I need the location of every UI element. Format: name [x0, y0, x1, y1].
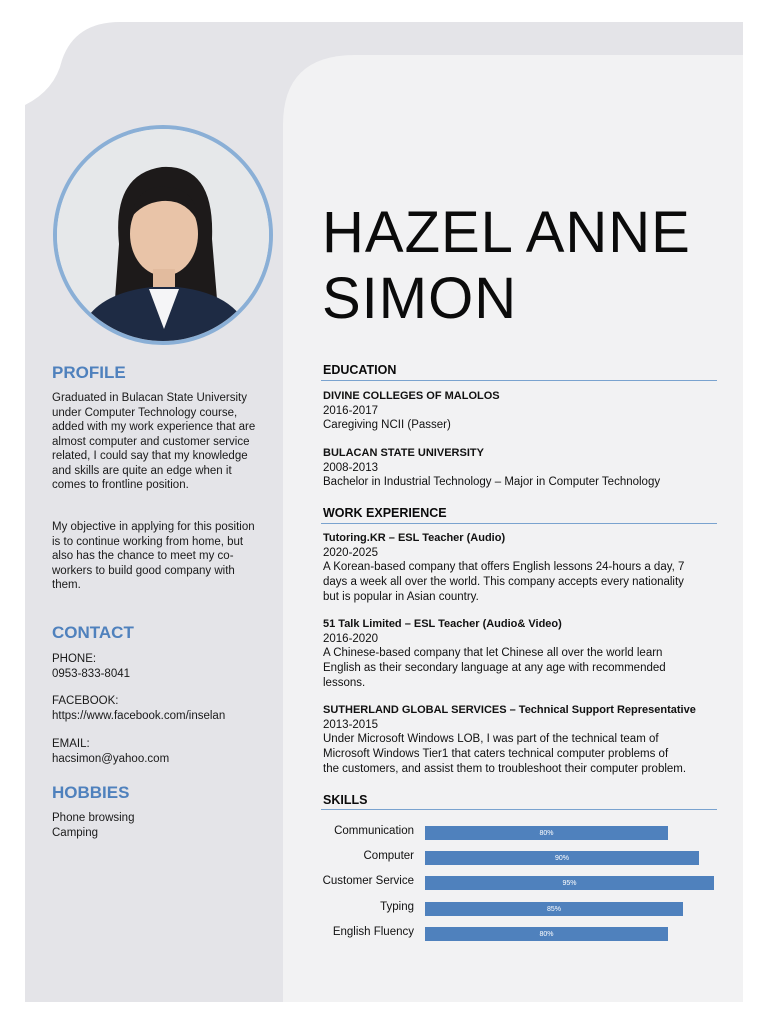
job-description: but is popular in Asian country.	[323, 591, 479, 603]
facebook-link[interactable]: https://www.facebook.com/inselan	[52, 710, 226, 722]
avatar	[57, 129, 269, 341]
job-title: SUTHERLAND GLOBAL SERVICES – Technical Support Representative	[323, 704, 696, 716]
name-line-1: HAZEL ANNE	[322, 200, 691, 265]
job-description: English as their secondary language at any age with recommended	[323, 662, 666, 674]
skill-label: Customer Service	[322, 875, 414, 887]
work-divider	[321, 523, 717, 524]
skill-percent: 95%	[562, 879, 577, 887]
education-school: BULACAN STATE UNIVERSITY	[323, 447, 484, 459]
skill-label: Computer	[363, 850, 414, 862]
phone-value: 0953-833-8041	[52, 668, 131, 680]
phone-label: PHONE:	[52, 653, 97, 665]
job-description: A Korean-based company that offers English lessons 24-hours a day, 7	[323, 561, 685, 573]
profile-photo	[53, 125, 273, 345]
hobby-item: Camping	[52, 827, 99, 839]
facebook-label: FACEBOOK:	[52, 695, 119, 707]
profile-heading: PROFILE	[52, 363, 126, 382]
job-description: lessons.	[323, 677, 366, 689]
job-description: Microsoft Windows Tier1 that caters technical computer problems of	[323, 748, 669, 760]
job-description: the customers, and assist them to troubleshoot their computer problem.	[323, 763, 687, 775]
education-divider	[321, 380, 717, 381]
skill-percent: 80%	[539, 829, 554, 837]
email-label: EMAIL:	[52, 738, 90, 750]
skills-heading: SKILLS	[323, 793, 368, 807]
email-link[interactable]: hacsimon@yahoo.com	[52, 753, 170, 765]
job-description: Under Microsoft Windows LOB, I was part of the technical team of	[323, 733, 659, 745]
skill-bar	[425, 927, 668, 941]
skill-label: Communication	[334, 825, 414, 837]
skill-percent: 90%	[554, 854, 569, 862]
skill-bar	[425, 826, 668, 840]
skill-percent: 80%	[539, 930, 554, 938]
job-years: 2013-2015	[323, 719, 378, 731]
skill-bar	[425, 902, 683, 916]
job-title: 51 Talk Limited – ESL Teacher (Audio& Video)	[323, 618, 562, 630]
contact-heading: CONTACT	[52, 623, 134, 642]
education-detail: Bachelor in Industrial Technology – Major in Computer Technology	[323, 476, 661, 488]
hobbies-heading: HOBBIES	[52, 783, 130, 802]
education-detail: Caregiving NCII (Passer)	[323, 419, 451, 431]
hobby-item: Phone browsing	[52, 812, 135, 824]
name-line-2: SIMON	[322, 266, 518, 331]
education-years: 2016-2017	[323, 405, 378, 417]
profile-paragraph-2: My objective in applying for this position is to continue working from home, but also has the chance to meet my co-workers to build good company with them.	[52, 521, 255, 591]
job-title: Tutoring.KR – ESL Teacher (Audio)	[323, 532, 506, 544]
job-description: A Chinese-based company that let Chinese all over the world learn	[323, 647, 663, 659]
skill-bar	[425, 851, 699, 865]
job-years: 2020-2025	[323, 547, 378, 559]
skill-percent: 85%	[546, 905, 561, 913]
education-years: 2008-2013	[323, 462, 378, 474]
skill-bar	[425, 876, 714, 890]
skill-label: English Fluency	[332, 926, 414, 938]
job-description: days a week all over the world. This company accepts every nationality	[323, 576, 684, 588]
work-heading: WORK EXPERIENCE	[323, 506, 447, 520]
education-school: DIVINE COLLEGES OF MALOLOS	[323, 390, 500, 402]
education-heading: EDUCATION	[323, 363, 397, 377]
profile-paragraph-1: Graduated in Bulacan State University under Computer Technology course, added with my work experience that are almost computer and customer service related, I could say that my knowledge and skills are quite an edge when it comes to frontline position.	[52, 392, 256, 491]
job-years: 2016-2020	[323, 633, 378, 645]
skills-divider	[321, 809, 717, 810]
candidate-name	[322, 200, 691, 332]
skill-label: Typing	[380, 901, 414, 913]
